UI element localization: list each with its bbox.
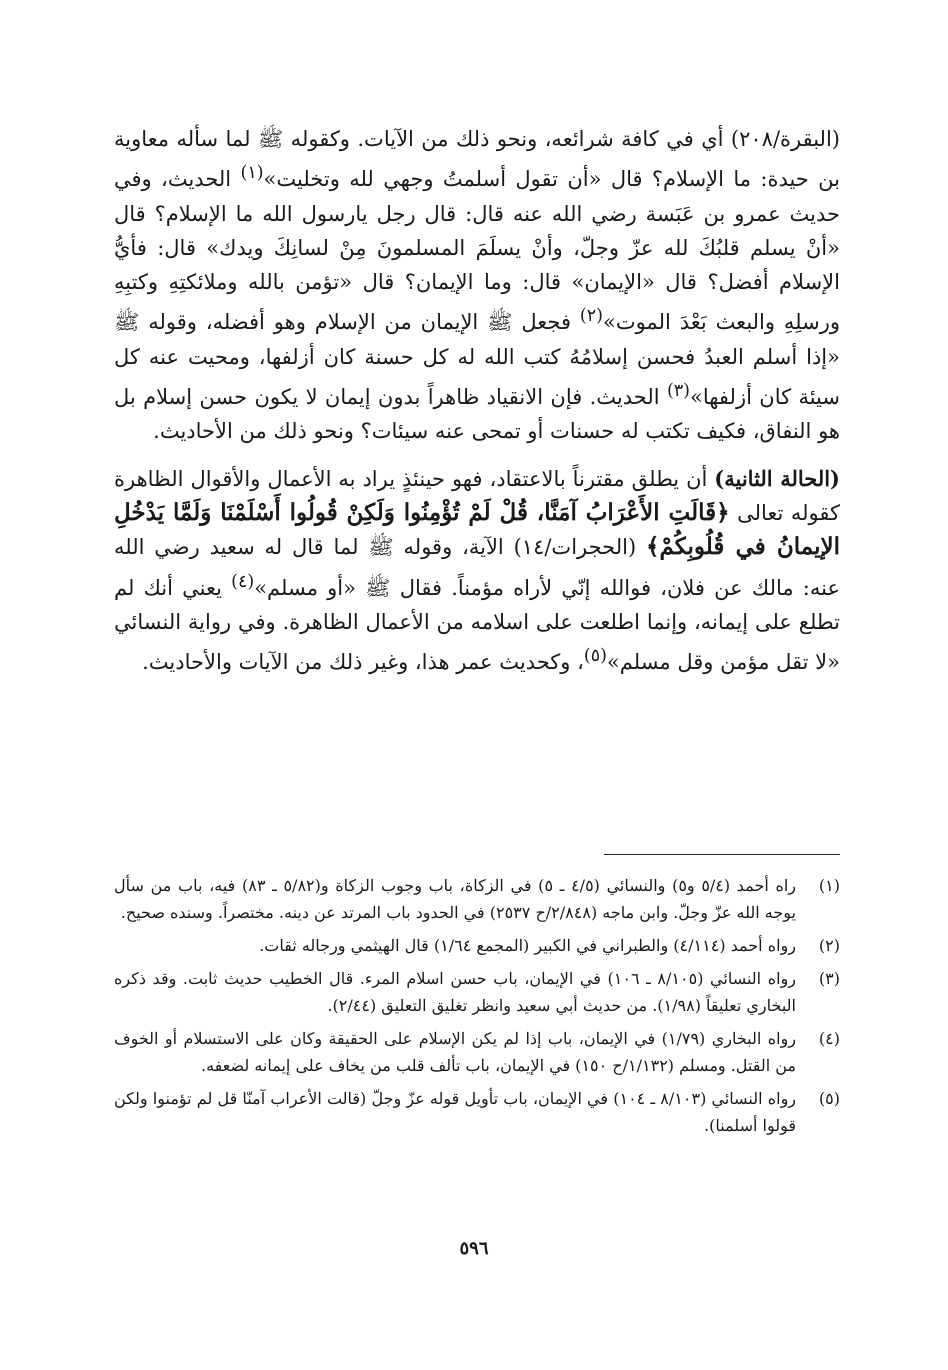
text-segment: (البقرة/٢٠٨) أي في كافة شرائعه، ونحو ذلك من الآيات. وكقوله ﷺ لما سأله معاوية بن حيدة: ما الإسلام؟ قال «أن تقول أسلمتُ وجهي لله وتخليت»	[114, 127, 840, 192]
footnote-ref-4: (٤)	[231, 571, 255, 592]
footnote-text: رواه النسائي (٨/١٠٥ ـ ١٠٦) في الإيمان، باب حسن اسلام المرء. قال الخطيب حديث ثابت. وقد ذكره البخاري تعليقاً (١/٩٨). من حديث أبي سعيد وانظر تغليق التعليق (٢/٤٤).	[114, 969, 796, 1015]
footnote	[114, 932, 840, 959]
text-segment: أن يطلق مقترناً بالاعتقاد، فهو حينئذٍ يراد به الأعمال والأقوال الظاهرة كقوله تعالى	[114, 466, 840, 525]
footnote-ref-2: (٢)	[579, 306, 603, 327]
footnote-text: رواه النسائي (٨/١٠٣ ـ ١٠٤) في الإيمان، باب تأويل قوله عزّ وجلّ (قالت الأعراب آمنّا قل لم تؤمنوا ولكن قولوا أسلمنا).	[114, 1089, 797, 1135]
footnote	[114, 872, 840, 926]
section-heading: (الحالة الثانية)	[714, 465, 840, 491]
footnotes	[114, 872, 840, 1145]
footnote-text: رواه أحمد (٤/١١٤) والطبراني في الكبير (المجمع ١/٦٤) قال الهيثمي ورجاله ثقات.	[259, 936, 796, 955]
footnote-text: راه أحمد (٥/٤ و٥) والنسائي (٤/٥ ـ ٥) في الزكاة، باب وجوب الزكاة و(٥/٨٢ ـ ٨٣) فيه، باب من سأل يوجه الله عزّ وجلّ. وابن ماجه (٢/٨٤٨/ح ٢٥٣٧) في الحدود باب المرتد عن دينه. مختصراً. وسنده صحيح.	[114, 876, 797, 922]
footnote-number: (٤)	[818, 1029, 840, 1048]
footnote	[114, 1085, 840, 1139]
footnote-number: (١)	[818, 876, 840, 895]
footnote-number: (٢)	[818, 936, 840, 955]
text-segment: الحديث. فإن الانقياد ظاهراً بدون إيمان لا يكون حسن إسلام بل هو النفاق، فكيف تكتب له حسنات أو تمحى عنه سيئات؟ ونحو ذلك من الأحاديث.	[114, 385, 840, 444]
footnote	[114, 965, 840, 1019]
main-text	[114, 122, 840, 679]
text-segment: (الحجرات/١٤) الآية، وقوله ﷺ لما قال له سعيد رضي الله عنه: مالك عن فلان، فوالله إنّي لأراه مؤمناً. فقال ﷺ «أو مسلم»	[114, 535, 841, 600]
footnote-text: رواه البخاري (١/٧٩) في الإيمان، باب إذا لم يكن الإسلام على الحقيقة وكان على الاستسلام أو الخوف من القتل. ومسلم (١/١٣٢/ح ١٥٠) في الإيمان، باب تألف قلب من يخاف على إيمانه لضعفه.	[114, 1029, 797, 1075]
text-segment: يعني أنك لم تطلع على إيمانه، وإنما اطلعت على اسلامه من الأعمال الظاهرة. وفي رواية النسائي «لا تقل مؤمن وقل مسلم»	[114, 575, 840, 675]
footnote-ref-3: (٣)	[666, 381, 690, 402]
footnote-ref-5: (٥)	[583, 646, 607, 667]
footnote-separator	[604, 854, 840, 855]
text-segment: فجعل ﷺ الإيمان من الإسلام وهو أفضله، وقوله ﷺ «إذا أسلم العبدُ فحسن إسلامُهُ كتب الله له كل حسنة كان أزلفها، ومحيت عنه كل سيئة كان أزلفها»	[114, 310, 840, 410]
footnote-number: (٥)	[818, 1089, 840, 1108]
footnote	[114, 1025, 840, 1079]
footnote-number: (٣)	[818, 969, 840, 988]
page-number: ٥٩٦	[459, 1238, 489, 1259]
text-segment: ، وكحديث عمر هذا، وغير ذلك من الآيات والأحاديث.	[142, 650, 584, 675]
paragraph-1	[114, 122, 840, 449]
quran-verse: ﴿قَالَتِ الأَعْرَابُ آمَنَّا، قُلْ لَمْ تُؤْمِنُوا وَلَكِنْ قُولُوا أَسْلَمْنَا وَلَمَّا يَدْخُلِ الإيمانُ في قُلُوبِكُمْ﴾	[114, 498, 841, 561]
footnote-ref-1: (١)	[240, 163, 264, 184]
text-segment: الحديث، وفي حديث عمرو بن عَبَسة رضي الله عنه قال: قال رجل يارسول الله ما الإسلام؟ قال «أنْ يسلم قلبُكَ لله عزّ وجلّ، وأنْ يسلَمَ المسلمونَ مِنْ لسانِكَ ويدك» قال: فأيُّ الإسلام أفضل؟ قال «الإيمان» قال: وما الإيمان؟ قال «تؤمن بالله وملائكتِهِ وكتبِهِ ورسلِهِ والبعث بَعْدَ الموت»	[114, 167, 840, 335]
paragraph-2	[114, 462, 840, 680]
